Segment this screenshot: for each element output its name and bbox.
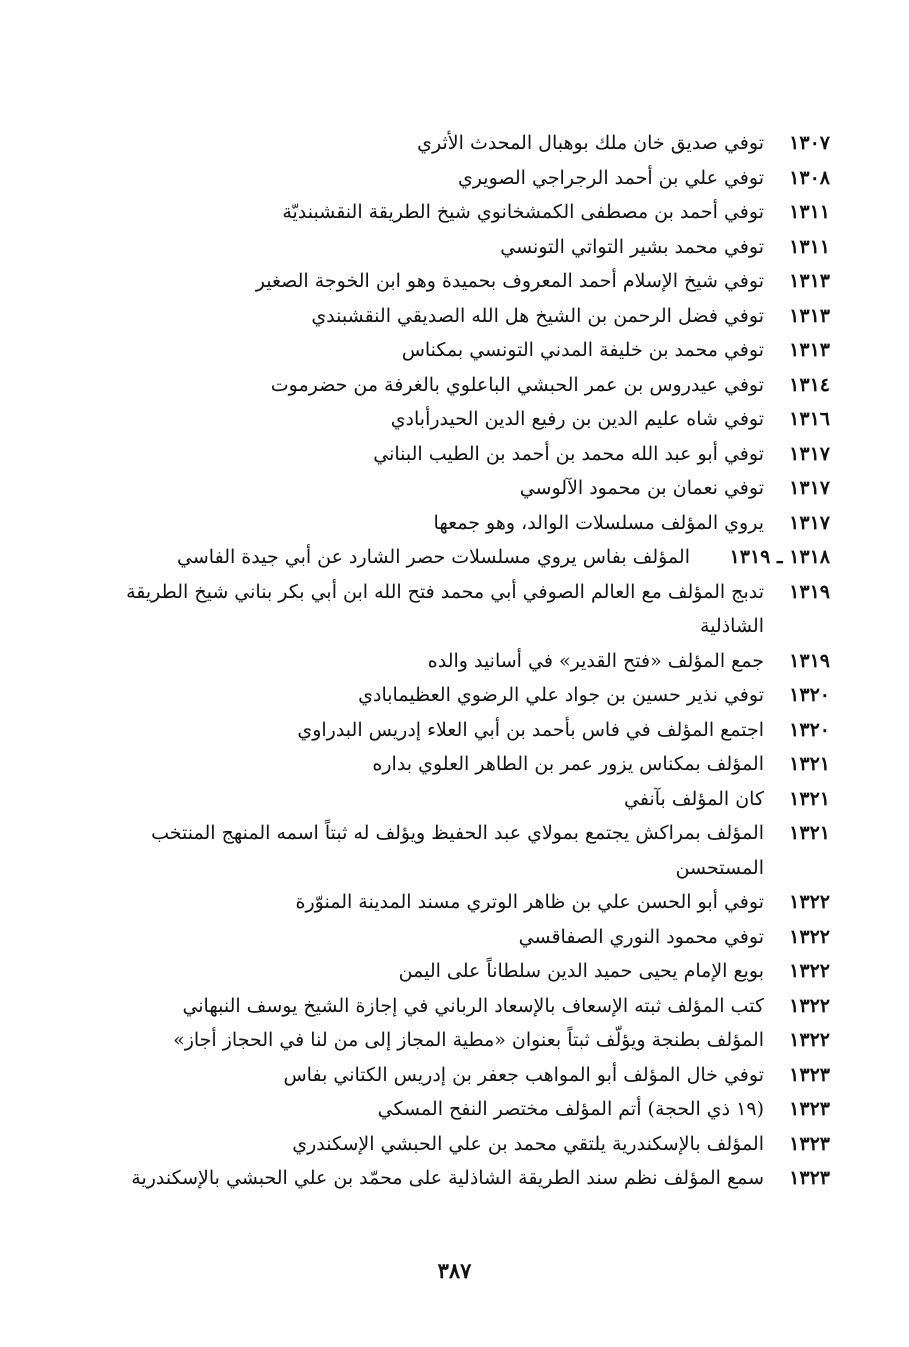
entry-text: سمع المؤلف نظم سند الطريقة الشاذلية على محمّد بن علي الحبشي بالإسكندرية [131,1167,764,1189]
entry-text: المؤلف بفاس يروي مسلسلات حصر الشارد عن أبي جيدة الفاسي [177,546,690,568]
entry-year: ١٣٢٠ [789,684,830,706]
entry-text: توفي علي بن أحمد الرجراجي الصويري [457,166,764,189]
entry-year: ١٣١١ [789,201,830,223]
chronology-entry [100,402,830,437]
chronology-entry [100,989,830,1024]
entry-year: ١٣١٣ [789,304,830,327]
chronology-entry [100,1127,830,1162]
entry-year: ١٣٢١ [789,753,830,775]
entry-year: ١٣١٧ [789,511,830,534]
entry-text: توفي نذير حسين بن جواد علي الرضوي العظيمابادي [358,684,764,706]
chronology-entry [100,575,830,644]
entry-text: المؤلف بطنجة ويؤلّف ثبتاً بعنوان «مطية المجاز إلى من لنا في الحجاز أجاز» [173,1029,764,1051]
entry-year: ١٣٢٣ [789,1132,830,1155]
entry-year: ١٣٢٣ [789,1063,830,1086]
entry-year: ١٣١٨ ـ ١٣١٩ [729,546,830,568]
entry-year: ١٣٢٢ [789,960,830,982]
entry-text: توفي أبو عبد الله محمد بن أحمد بن الطيب البناني [373,442,764,465]
entry-text: كان المؤلف بآنفي [623,787,764,810]
entry-text: توفي نعمان بن محمود الآلوسي [519,477,764,499]
chronology-entry [100,1161,830,1196]
entry-text: توفي محمد بن خليفة المدني التونسي بمكناس [401,339,764,361]
entry-text: توفي أحمد بن مصطفى الكمشخانوي شيخ الطريقة النقشبنديّة [282,201,764,223]
chronology-entry [100,161,830,196]
entry-text: اجتمع المؤلف في فاس بأحمد بن أبي العلاء إدريس البدراوي [297,718,764,741]
entry-year: ١٣١١ [789,235,830,258]
entry-text: بويع الإمام يحيى حميد الدين سلطاناً على اليمن [398,960,764,982]
entry-year: ١٣٠٨ [789,166,830,189]
entry-text: توفي محمد بشير التواتي التونسي [500,235,764,258]
entry-text: (١٩ ذي الحجة) أتم المؤلف مختصر النفح المسكي [377,1098,764,1120]
entry-year: ١٣٢١ [789,787,830,810]
entry-year: ١٣٢٣ [789,1167,830,1189]
chronology-entry [100,230,830,265]
chronology-list [100,126,830,1196]
chronology-entry [100,540,830,575]
entry-year: ١٣١٩ [789,649,830,672]
entry-year: ١٣٠٧ [789,132,830,154]
page-number: ٣٨٧ [437,1258,472,1283]
entry-text: المؤلف بمراكش يجتمع بمولاي عبد الحفيظ ويؤلف له ثبتاً اسمه المنهج المنتخب المستحسن [151,822,764,879]
chronology-entry [100,713,830,748]
entry-text: توفي أبو الحسن علي بن ظاهر الوتري مسند المدينة المنوّرة [295,891,764,913]
entry-text: يروي المؤلف مسلسلات الوالد، وهو جمعها [433,511,764,534]
chronology-entry [100,747,830,782]
entry-year: ١٣١٣ [789,270,830,292]
entry-year: ١٣١٣ [789,339,830,361]
entry-year: ١٣١٧ [789,442,830,465]
entry-year: ١٣٢٣ [789,1098,830,1120]
chronology-entry [100,437,830,472]
entry-year: ١٣٢٢ [789,891,830,913]
entry-year: ١٣٢٢ [789,1029,830,1051]
entry-text: توفي صديق خان ملك بوهبال المحدث الأثري [417,132,764,154]
chronology-entry [100,368,830,403]
chronology-entry [100,644,830,679]
chronology-entry [100,506,830,541]
entry-text: توفي شيخ الإسلام أحمد المعروف بحميدة وهو ابن الخوجة الصغير [255,270,764,292]
entry-text: كتب المؤلف ثبته الإسعاف بالإسعاد الرباني في إجازة الشيخ يوسف النبهاني [182,994,764,1017]
chronology-entry [100,333,830,368]
entry-year: ١٣٢٢ [789,925,830,948]
entry-text: المؤلف بالإسكندرية يلتقي محمد بن علي الحبشي الإسكندري [292,1132,764,1155]
entry-year: ١٣٢٠ [789,718,830,741]
entry-text: تدبج المؤلف مع العالم الصوفي أبي محمد فتح الله ابن أبي بكر بناني شيخ الطريقة الشاذلية [126,580,764,637]
chronology-entry [100,782,830,817]
entry-text: توفي فضل الرحمن بن الشيخ هل الله الصديقي النقشبندي [311,304,764,327]
entry-year: ١٣٢١ [789,822,830,844]
chronology-entry [100,954,830,989]
chronology-entry [100,471,830,506]
entry-text: المؤلف بمكناس يزور عمر بن الطاهر العلوي بداره [372,753,764,775]
chronology-entry [100,195,830,230]
chronology-entry [100,126,830,161]
entry-text: توفي عيدروس بن عمر الحبشي الباعلوي بالغرفة من حضرموت [270,373,764,396]
chronology-entry [100,299,830,334]
entry-text: توفي محمود النوري الصفاقسي [518,925,764,948]
chronology-entry [100,264,830,299]
entry-text: توفي شاه عليم الدين بن رفيع الدين الحيدرأبادي [390,408,764,430]
entry-year: ١٣٢٢ [789,994,830,1017]
chronology-entry [100,1092,830,1127]
chronology-entry [100,816,830,885]
entry-year: ١٣١٩ [789,580,830,603]
entry-text: جمع المؤلف «فتح القدير» في أسانيد والده [427,649,764,672]
chronology-entry [100,678,830,713]
chronology-entry [100,1058,830,1093]
entry-year: ١٣١٦ [789,408,830,430]
entry-year: ١٣١٤ [789,373,830,396]
chronology-entry [100,885,830,920]
entry-year: ١٣١٧ [789,477,830,499]
chronology-entry [100,920,830,955]
chronology-entry [100,1023,830,1058]
entry-text: توفي خال المؤلف أبو المواهب جعفر بن إدريس الكتاني بفاس [283,1063,764,1086]
